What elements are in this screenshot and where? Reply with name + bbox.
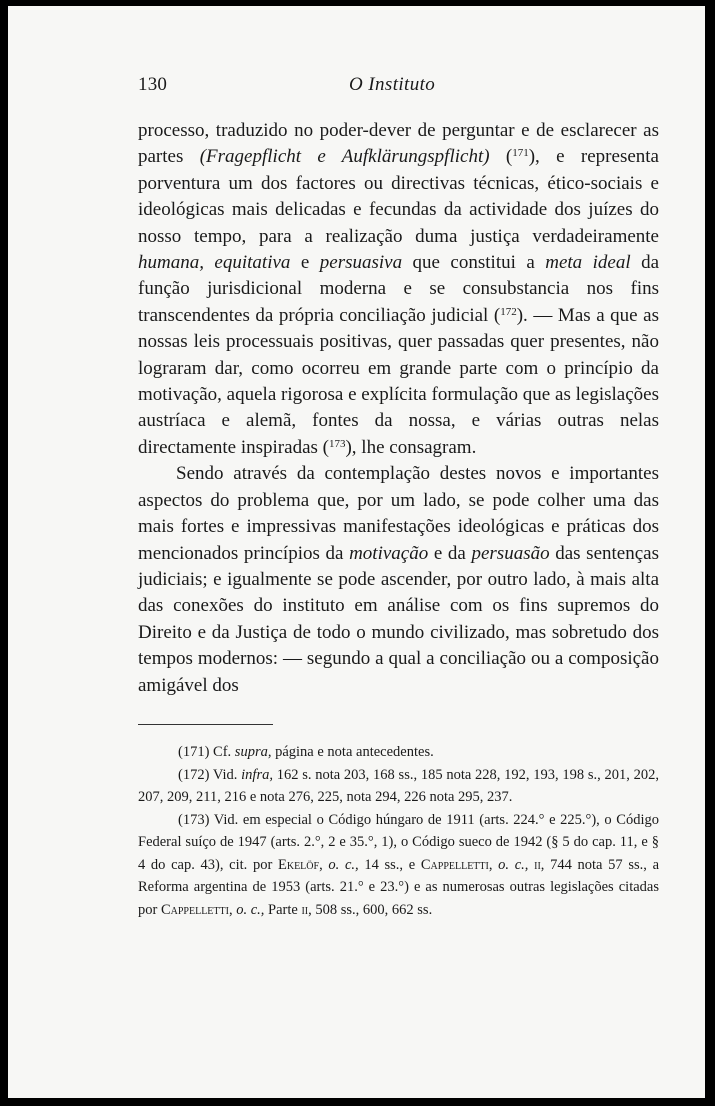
text-run: Vid. em especial o Código húngaro de 1911 (arts. 224.° e 225.°), o Código Federal suíço de 1947 (arts. 2.°, 2 e 35.°, 1), o Código sueco de 1942 (§ 5 do cap. 11, e § 4 do cap. 43), cit. por: [138, 811, 659, 873]
text-run: das sentenças judiciais; e igualmente se pode ascender, por outro lado, à mais alta das conexões do instituto em análise com os fins supremos do Direito e da Justiça de todo o mundo civilizado, mas sobretudo dos tempos modernos: — segundo a qual a conciliação ou a composição amigável dos: [138, 542, 659, 696]
italic-run: persuasão: [471, 542, 550, 564]
text-run: Sendo através da contemplação destes novos e importantes aspectos do problema que, por um lado, se pode colher uma das mais fortes e impressivas manifestações ideológicas e práticas dos mencionados princípios da: [138, 463, 659, 564]
book-page: [8, 6, 705, 1098]
text-run: 14 ss., e: [358, 856, 421, 873]
text-run: processo, traduzido no poder-dever de perguntar e de esclarecer as partes: [138, 120, 659, 168]
italic-run: o. c.,: [328, 856, 359, 873]
text-run: , 744 nota 57 ss., a Reforma argentina de 1953 (arts. 21.° e 23.°) e as numerosas outras legislações citadas por: [138, 856, 660, 918]
footnote-mark: (172): [178, 766, 210, 783]
text-run: Cf.: [209, 744, 235, 760]
volume-numeral: ii: [301, 901, 309, 918]
body-text: [138, 118, 659, 699]
author-name: Cappelletti: [420, 856, 489, 873]
text-run: da função jurisdicional moderna e se consubstancia nos fins transcendentes da própria conciliação judicial (: [138, 252, 660, 326]
text-run: ,: [228, 901, 237, 918]
text-run: , 508 ss., 600, 662 ss.: [308, 901, 433, 918]
text-run: 162 s. nota 203, 168 ss., 185 nota 228, 192, 193, 198 s., 201, 202, 207, 209, 211, 216 e nota 276, 225, nota 294, 226 nota 295, 237.: [138, 766, 659, 805]
paragraph-2: [138, 461, 659, 699]
page-header: [138, 74, 586, 100]
italic-run: (Fragepflicht e Aufklärungspflicht): [199, 146, 490, 168]
italic-run: o. c.,: [236, 901, 265, 918]
italic-run: persuasiva: [319, 252, 403, 274]
footnote-ref-171[interactable]: 171: [512, 147, 529, 160]
footnote-mark: (171): [178, 744, 210, 760]
footnote-ref-172[interactable]: 172: [500, 305, 517, 318]
italic-run: meta ideal: [545, 252, 631, 274]
text-run: e da: [428, 542, 472, 564]
italic-run: humana, equitativa: [138, 252, 291, 274]
footnote-172: [138, 764, 659, 809]
text-run: (: [489, 146, 513, 168]
text-run: ,: [319, 856, 329, 873]
footnote-171: [138, 741, 659, 764]
page-number: 130: [138, 74, 168, 95]
text-run: ,: [488, 856, 499, 873]
author-name: Ekelöf: [278, 856, 320, 873]
italic-run: o. c.,: [498, 856, 529, 873]
text-run: página e nota antecedentes.: [271, 744, 434, 760]
footnotes: [138, 741, 659, 921]
footnote-divider: [138, 724, 273, 725]
footnote-173: [138, 809, 659, 922]
footnote-ref-173[interactable]: 173: [328, 437, 346, 450]
text-run: Parte: [264, 901, 302, 918]
text-run: ), lhe consagram.: [345, 436, 477, 458]
italic-run: motivação: [349, 542, 429, 564]
text-run: ). — Mas a que as nossas leis processuais positivas, quer passadas quer presentes, não lograram dar, como ocorreu em grande parte com o princípio da motivação, aquela rigorosa e explícita formulação que as legislações austríaca e alemã, fontes da nossa, e várias outras nelas directamente inspiradas (: [138, 304, 659, 458]
author-name: Cappelletti: [160, 901, 229, 918]
paragraph-1: [138, 118, 659, 461]
running-title: O Instituto: [349, 74, 436, 95]
italic-run: infra,: [241, 766, 273, 783]
text-run: que constitui a: [402, 252, 546, 274]
volume-numeral: ii: [534, 856, 541, 873]
text-run: Vid.: [209, 766, 242, 783]
italic-run: supra,: [234, 744, 272, 760]
text-run: ), e representa porventura um dos factores ou directivas técnicas, ético-sociais e ideológicas mais delicadas e fecundas da actividade dos juízes do nosso tempo, para a realização duma justiça verdadeiramente: [138, 146, 659, 247]
text-run: e: [290, 252, 320, 274]
footnote-mark: (173): [178, 811, 210, 828]
